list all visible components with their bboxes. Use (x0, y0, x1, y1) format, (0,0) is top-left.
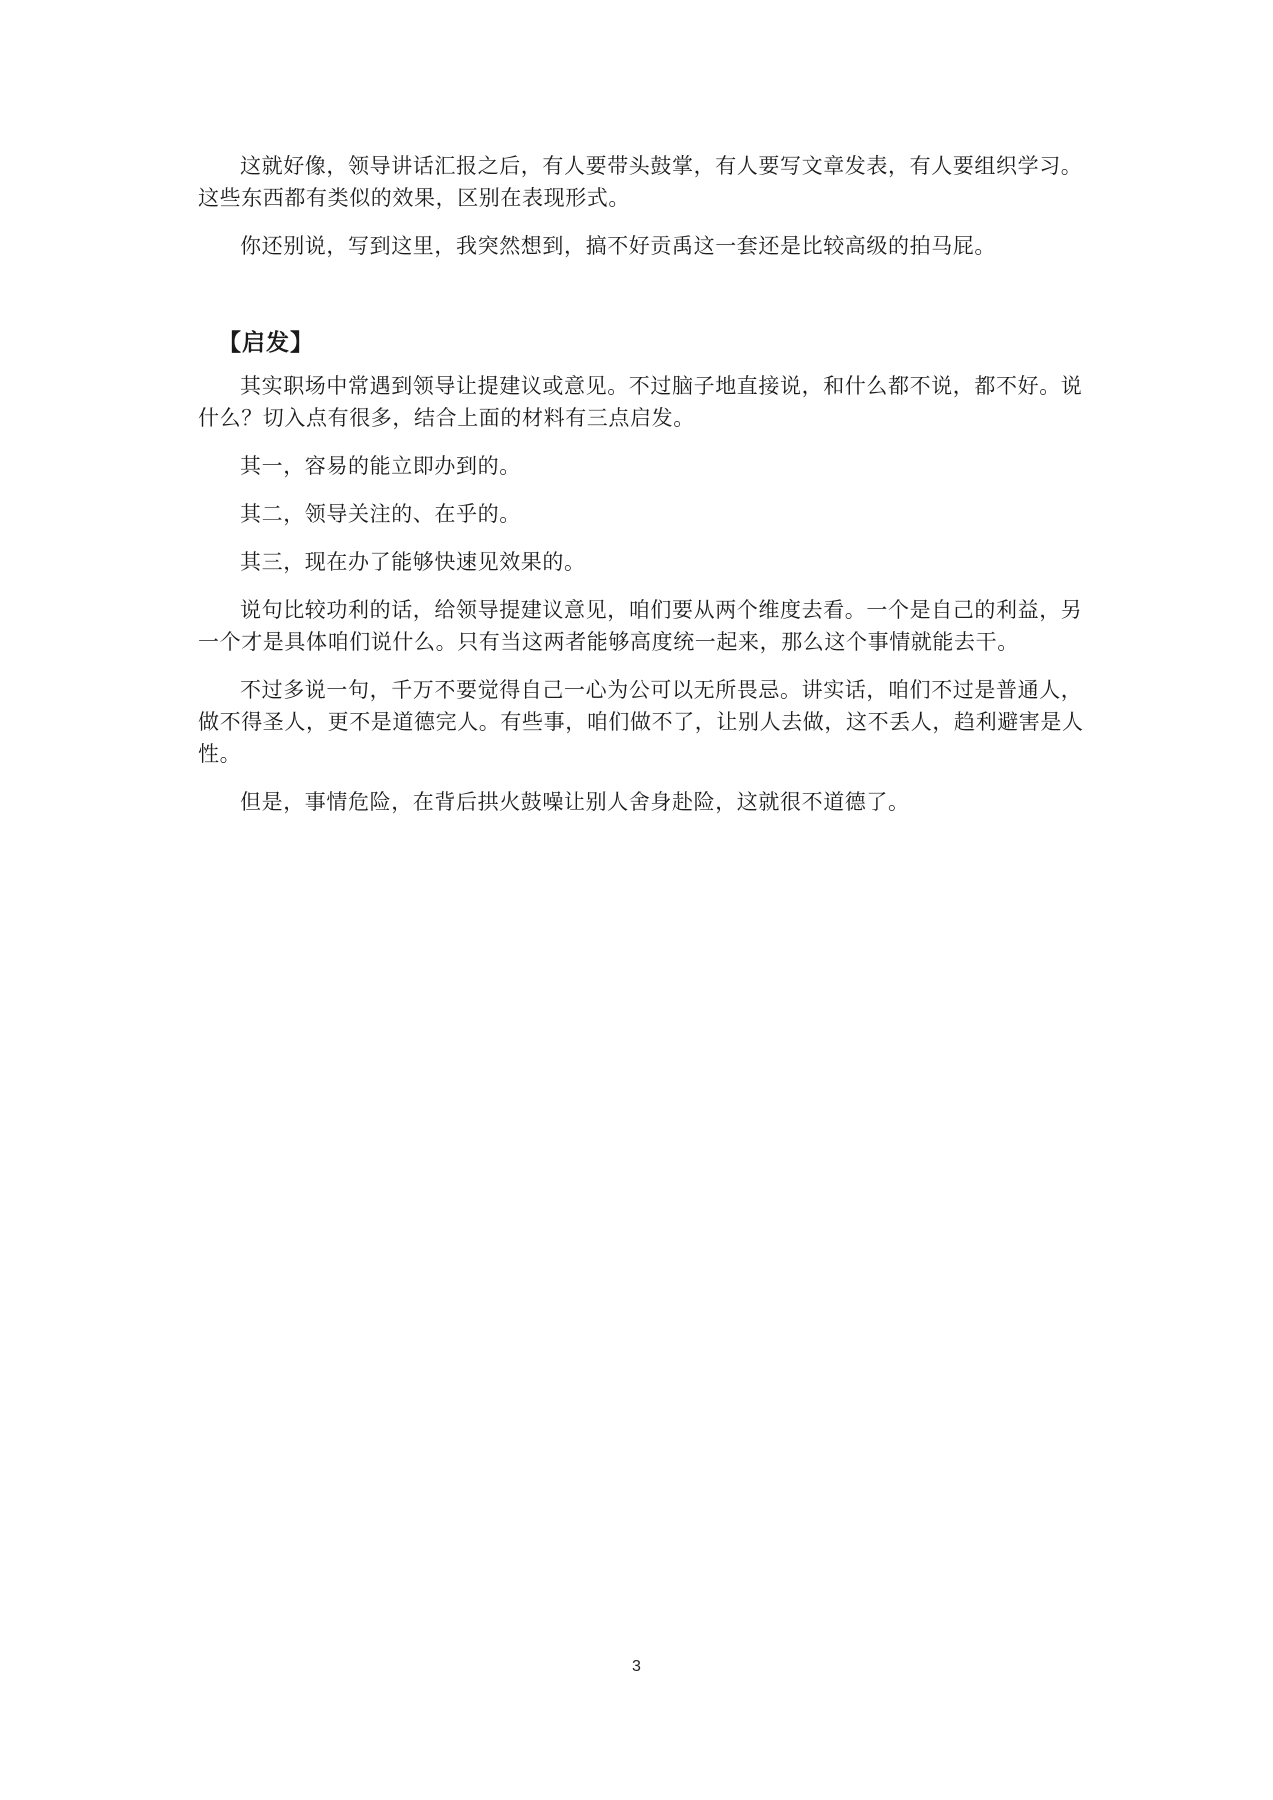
section-spacer (198, 278, 1088, 326)
page-number: 3 (632, 1658, 641, 1675)
paragraph: 其二，领导关注的、在乎的。 (240, 502, 521, 526)
page-content (198, 150, 1088, 834)
paragraph: 但是，事情危险，在背后拱火鼓噪让别人舍身赴险，这就很不道德了。 (240, 790, 910, 814)
paragraph: 说句比较功利的话，给领导提建议意见，咱们要从两个维度去看。一个是自己的利益，另一个才是具体咱们说什么。只有当这两者能够高度统一起来，那么这个事情就能去干。 (198, 598, 1083, 654)
paragraph: 你还别说，写到这里，我突然想到，搞不好贡禹这一套还是比较高级的拍马屁。 (240, 234, 996, 258)
paragraph: 不过多说一句，千万不要觉得自己一心为公可以无所畏忌。讲实话，咱们不过是普通人，做不得圣人，更不是道德完人。有些事，咱们做不了，让别人去做，这不丢人，趋利避害是人性。 (198, 678, 1084, 766)
paragraph: 其三，现在办了能够快速见效果的。 (240, 550, 586, 574)
section-heading: 【启发】 (218, 330, 314, 356)
paragraph: 其一，容易的能立即办到的。 (240, 454, 521, 478)
paragraph: 这就好像，领导讲话汇报之后，有人要带头鼓掌，有人要写文章发表，有人要组织学习。这些东西都有类似的效果，区别在表现形式。 (198, 154, 1083, 210)
paragraph: 其实职场中常遇到领导让提建议或意见。不过脑子地直接说，和什么都不说，都不好。说什么？切入点有很多，结合上面的材料有三点启发。 (198, 374, 1083, 430)
